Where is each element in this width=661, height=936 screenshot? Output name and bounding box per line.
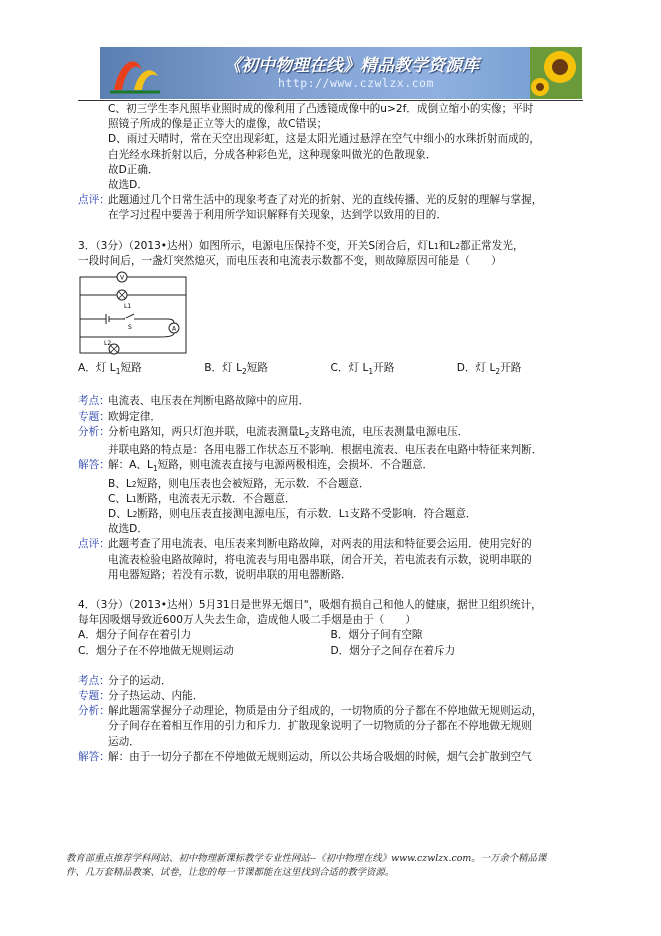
prev-c1: C、初三学生李凡照毕业照时成的像利用了凸透镜成像中的u>2f．成倒立缩小的实像；平时 [108, 103, 534, 115]
q3-option-b[interactable]: B．灯 $L_2$短路 [204, 362, 268, 377]
page-footer [66, 852, 596, 880]
q4-option-d[interactable]: D．烟分子之间存在着斥力 [330, 644, 456, 657]
q3-stem-line-2: 一段时间后，一盏灯突然熄灭，而电压表和电流表示数都不变，则故障原因可能是（ ） [78, 254, 502, 267]
prev-c2: 照镜子所成的像是正立等大的虚像，故C错误； [108, 118, 328, 131]
footer-line-2: 件、几万套精品教案、试卷，让您的每一节课都能在这里找到合适的教学资源。 [66, 867, 395, 878]
q3-fenxi: 分析： 分析电路知，两只灯泡并联，电流表测量$L_2$支路电流，电压表测量电源电压． [78, 425, 469, 440]
site-logo-icon [106, 50, 164, 96]
lamp-l1-label: L1 [124, 303, 132, 311]
prev-d4: 故选D． [108, 179, 148, 192]
q4-jieda: 解答： 解：由于一切分子都在不停地做无规则运动，所以公共场合吸烟的时候，烟气会扩散到空气 [78, 750, 532, 763]
q3-dianping-line-3: 用电器短路；若没有示数，说明串联的用电器断路． [108, 568, 352, 581]
voltmeter-label: V [119, 274, 125, 282]
q3-zhuanti: 专题： 欧姆定律． [78, 410, 161, 423]
q3-stem-line-1: 3．（3分）（2013•达州）如图所示，电源电压保持不变，开关S闭合后，灯L 1 和L 2 都正常发光， [78, 239, 524, 252]
sunflower-icon [530, 47, 582, 99]
q3-option-c[interactable]: C．灯 $L_1$开路 [330, 362, 395, 377]
q3-options [78, 361, 583, 379]
q4-fenxi: 分析： 解此题需掌握分子动理论，物质是由分子组成的，一切物质的分子都在不停地做无规则运动， [78, 705, 543, 718]
comment-line-1: 此题通过几个日常生活中的现象考查了对光的折射、光的直线传播、光的反射的理解与掌握， [108, 194, 543, 207]
header-banner [100, 47, 582, 99]
prev-d3: 故D正确． [108, 163, 159, 176]
q4-fenxi-line-2: 分子间存在着相互作用的引力和斥力．扩散现象说明了一切物质的分子都在不停地做无规则 [108, 720, 532, 733]
q3-jieda-d: D、L 2 断路，则电压表直接测电源电压，有示数．L 1 支路不受影响．符合题意． [108, 507, 477, 520]
circuit-diagram [78, 271, 188, 357]
q4-fenxi-line-3: 运动． [108, 735, 140, 748]
footer-line-1: 教育部重点推荐学科网站、初中物理新课标教学专业性网站--《初中物理在线》www.czwlzx.com。一万余个精品课 [66, 853, 547, 864]
q3-kaodian: 考点： 电流表、电压表在判断电路故障中的应用． [78, 395, 310, 408]
q3-jieda-final: 故选D． [108, 523, 148, 536]
q3-option-d[interactable]: D．灯 $L_2$开路 [456, 362, 522, 377]
q4-option-c[interactable]: C．烟分子在不停地做无规则运动 [78, 644, 234, 657]
lamp-l2-label: L2 [104, 340, 112, 348]
q4-stem-line-2: 每年因吸烟导致近600万人失去生命，造成他人吸二手烟是由于（ ） [78, 614, 417, 627]
switch-label: S [128, 324, 132, 332]
prev-d2: 白光经水珠折射以后，分成各种彩色光，这种现象叫做光的色散现象． [108, 148, 437, 161]
prev-d1: D、雨过天晴时，常在天空出现彩虹，这是太阳光通过悬浮在空气中细小的水珠折射而成的， [108, 133, 540, 146]
banner-url[interactable]: http://www.czwlzx.com [278, 76, 434, 90]
q4-options-row-1 [78, 628, 583, 643]
q4-options-row-2 [78, 644, 583, 659]
comment-line-2: 在学习过程中要善于利用所学知识解释有关现象，达到学以致用的目的． [108, 209, 447, 222]
ammeter-label: A [171, 325, 177, 333]
q4-kaodian: 考点： 分子的运动． [78, 674, 172, 687]
q4-option-a[interactable]: A．烟分子间存在着引力 [78, 629, 192, 642]
page-content [78, 102, 583, 765]
header-divider [78, 100, 583, 101]
comment-tag: 点评： [78, 194, 110, 207]
q3-jieda-b: B、L 2 短路，则电压表也会被短路，无示数．不合题意． [108, 477, 370, 490]
q3-jieda: 解答： 解：A、$L_1$短路，则电流表直接与电源两极相连，会损坏．不合题意． [78, 459, 434, 474]
banner-title: 《初中物理在线》精品教学资源库 [224, 56, 479, 76]
q4-zhuanti: 专题： 分子热运动、内能． [78, 690, 204, 703]
q3-dianping-line-2: 电流表检验电路故障时，将电流表与用电器串联，闭合开关，若电流表有示数，说明串联的 [108, 553, 532, 566]
q3-option-a[interactable]: A．灯 $L_1$短路 [78, 362, 142, 377]
q3-jieda-c: C、L 1 断路，电流表无示数．不合题意． [108, 492, 296, 505]
prev-comment [78, 193, 583, 208]
q3-fenxi-line-2: 并联电路的特点是：各用电器工作状态互不影响．根据电流表、电压表在电路中特征来判断． [108, 444, 543, 457]
q4-option-b[interactable]: B．烟分子间有空隙 [330, 629, 423, 642]
q3-dianping: 点评： 此题考查了用电流表、电压表来判断电路故障，对两表的用法和特征要会运用．使用完好的 [78, 538, 532, 551]
q4-stem-line-1: 4．（3分）（2013•达州）5月31日是世界无烟日"，吸烟有损自己和他人的健康，据世卫组织统计， [78, 599, 542, 611]
